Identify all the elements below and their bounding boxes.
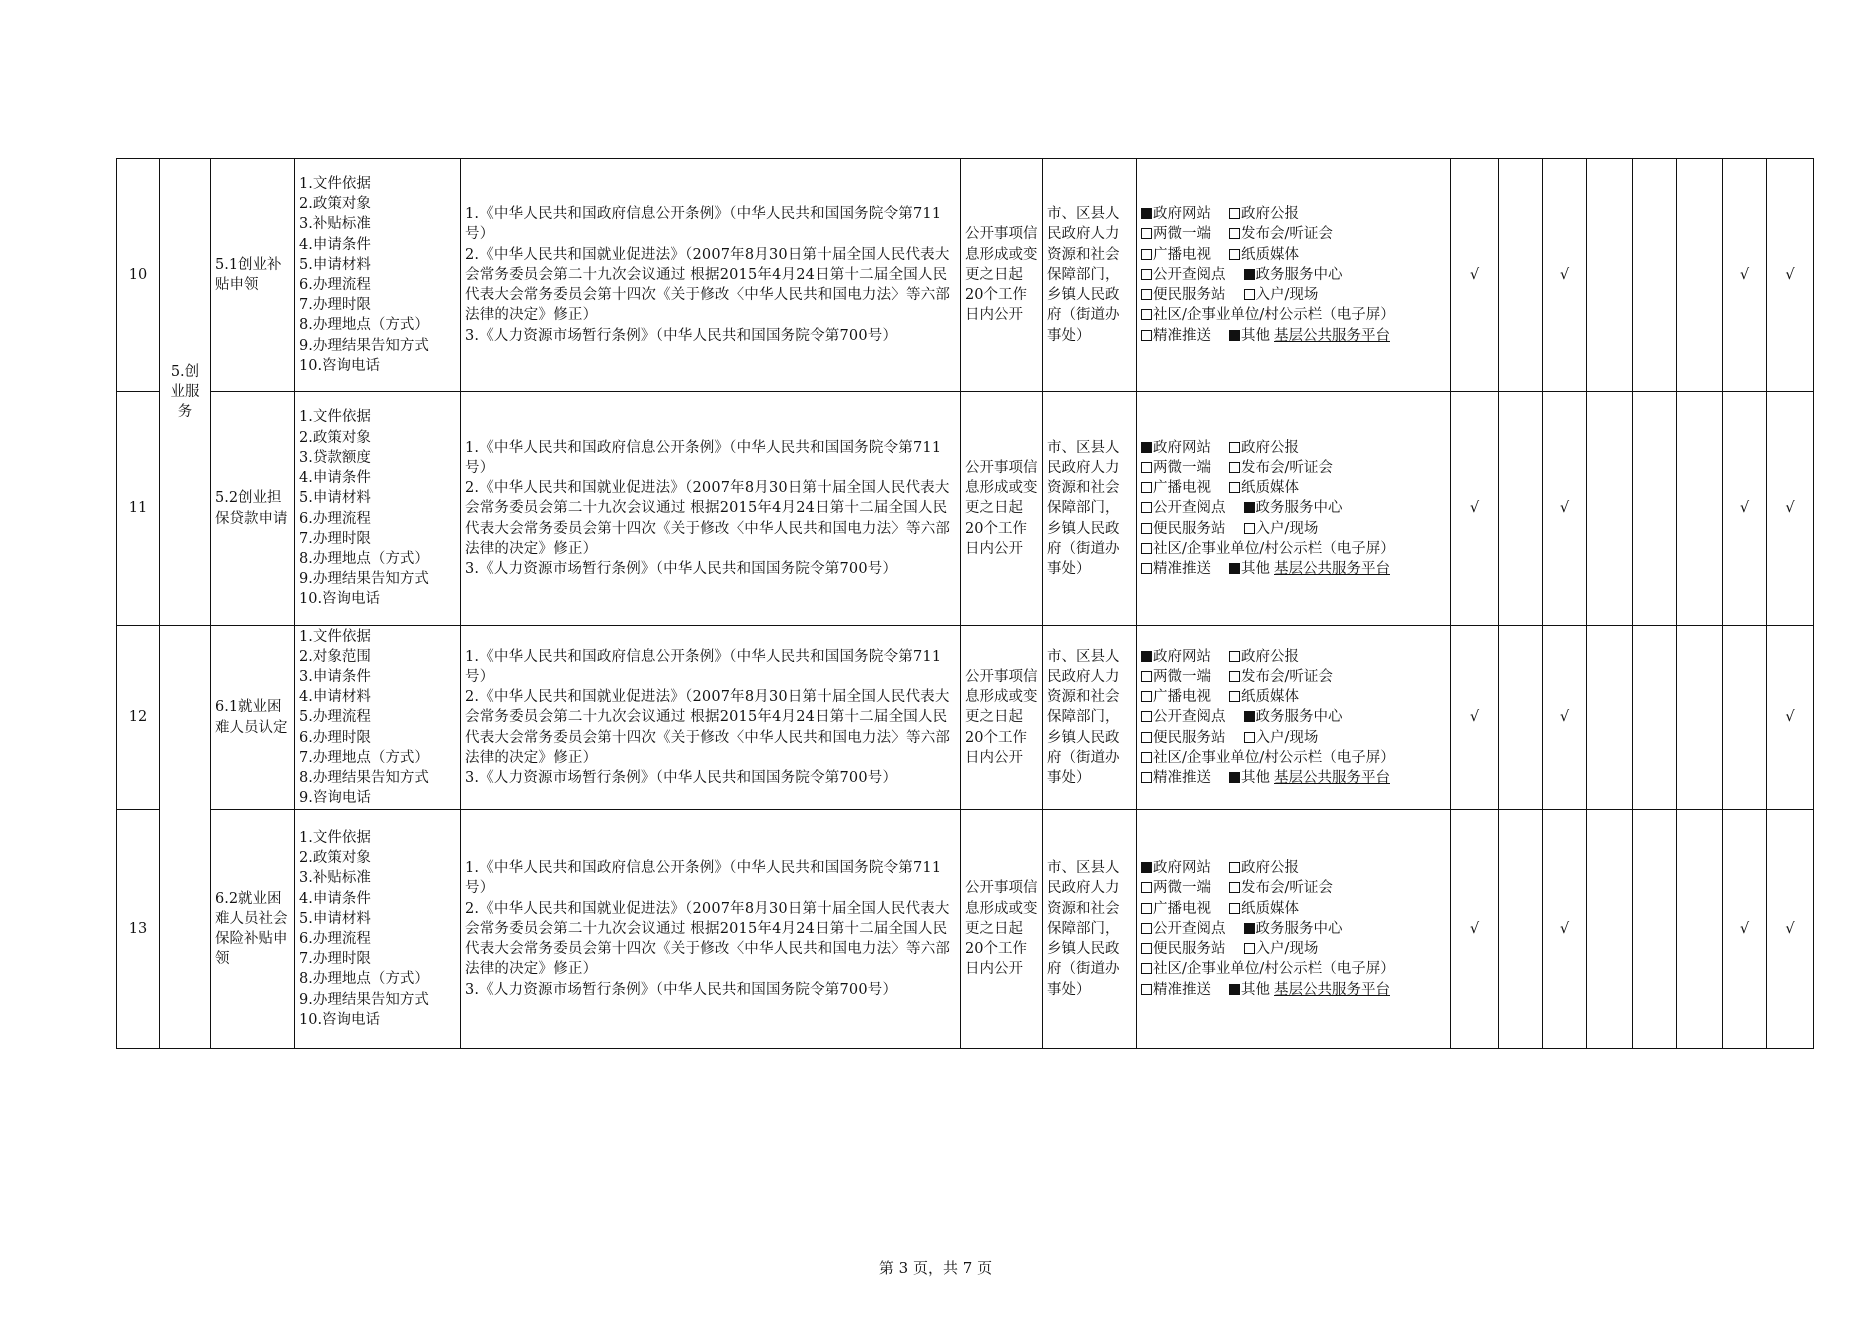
content-item: 6.办理流程 <box>299 510 371 527</box>
legal-basis <box>461 810 961 1049</box>
check-mark <box>1587 392 1633 626</box>
unchecked-box-icon <box>1141 309 1152 320</box>
channel-label-rhxc: 入户/现场 <box>1255 287 1319 304</box>
table-row <box>117 159 1814 392</box>
checked-box-icon <box>1141 442 1152 453</box>
channel-label-gkcyd: 公开查阅点 <box>1153 920 1226 937</box>
content-item: 9.办理结果告知方式 <box>299 571 429 588</box>
content-item: 4.申请条件 <box>299 470 371 487</box>
unchecked-box-icon <box>1141 691 1152 702</box>
legal-basis <box>461 392 961 626</box>
row-number: 13 <box>117 810 160 1049</box>
content-item: 10.咨询电话 <box>299 357 381 374</box>
unchecked-box-icon <box>1229 482 1240 493</box>
checked-box-icon <box>1141 651 1152 662</box>
channel-label-gbds: 广播电视 <box>1153 246 1211 263</box>
basis-item: 3.《人力资源市场暂行条例》（中华人民共和国国务院令第700号） <box>465 327 898 344</box>
checked-box-icon <box>1141 862 1152 873</box>
disclosure-channels <box>1137 810 1451 1049</box>
unchecked-box-icon <box>1141 228 1152 239</box>
content-item: 6.办理流程 <box>299 277 371 293</box>
basis-item: 2.《中华人民共和国就业促进法》（2007年8月30日第十届全国人民代表大会常务委员会第二十九次会议通过 根据2015年4月24日第十二届全国人民代表大会常务委员会第十四次《关于修改〈中华人民共和国电力法〉等六部法律的决定》修正） <box>465 900 951 978</box>
content-item: 5.申请材料 <box>299 910 371 927</box>
content-item: 3.贷款额度 <box>299 449 371 466</box>
content-item: 1.文件依据 <box>299 409 371 426</box>
basis-item: 3.《人力资源市场暂行条例》（中华人民共和国国务院令第700号） <box>465 561 898 577</box>
unchecked-box-icon <box>1141 563 1152 574</box>
basis-item: 1.《中华人民共和国政府信息公开条例》（中华人民共和国国务院令第711号） <box>465 648 942 685</box>
basis-item: 2.《中华人民共和国就业促进法》（2007年8月30日第十届全国人民代表大会常务委员会第二十九次会议通过 根据2015年4月24日第十二届全国人民代表大会常务委员会第十四次《关于修改〈中华人民共和国电力法〉等六部法律的决定》修正） <box>465 689 951 766</box>
table-row <box>117 810 1814 1049</box>
content-item: 7.办理时限 <box>299 530 371 547</box>
channel-label-gkcyd: 公开查阅点 <box>1153 266 1226 283</box>
disclosure-subject: 市、区县人民政府人力资源和社会保障部门，乡镇人民政府（街道办事处） <box>1043 626 1137 810</box>
basis-item: 2.《中华人民共和国就业促进法》（2007年8月30日第十届全国人民代表大会常务委员会第二十九次会议通过 根据2015年4月24日第十二届全国人民代表大会常务委员会第十四次《关于修改〈中华人民共和国电力法〉等六部法律的决定》修正） <box>465 480 951 557</box>
channel-label-lwyd: 两微一端 <box>1153 459 1211 476</box>
unchecked-box-icon <box>1141 923 1152 934</box>
channel-label-qt: 其他 <box>1241 561 1270 577</box>
checked-box-icon <box>1244 923 1255 934</box>
content-item: 7.办理时限 <box>299 297 371 314</box>
content-item: 2.政策对象 <box>299 429 371 446</box>
content-item: 8.办理结果告知方式 <box>299 770 429 786</box>
content-item: 1.文件依据 <box>299 829 371 846</box>
unchecked-box-icon <box>1229 208 1240 219</box>
unchecked-box-icon <box>1141 523 1152 534</box>
content-list <box>295 392 461 626</box>
channel-label-gkcyd: 公开查阅点 <box>1153 709 1226 726</box>
content-item: 7.办理地点（方式） <box>299 749 429 766</box>
channel-label-bmfwz: 便民服务站 <box>1153 729 1226 746</box>
channel-label-fbh: 发布会/听证会 <box>1241 226 1333 243</box>
basis-item: 3.《人力资源市场暂行条例》（中华人民共和国国务院令第700号） <box>465 981 898 998</box>
disclosure-subject: 市、区县人民政府人力资源和社会保障部门，乡镇人民政府（街道办事处） <box>1043 810 1137 1049</box>
channel-label-zwfwzx: 政务服务中心 <box>1255 500 1343 517</box>
channel-label-lwyd: 两微一端 <box>1153 668 1211 685</box>
item-name: 6.2就业困难人员社会保险补贴申领 <box>211 810 295 1049</box>
channel-label-rhxc: 入户/现场 <box>1255 520 1319 537</box>
check-mark <box>1499 159 1543 392</box>
unchecked-box-icon <box>1141 772 1152 783</box>
unchecked-box-icon <box>1141 671 1152 682</box>
channel-label-sq: 社区/企事业单位/村公示栏（电子屏） <box>1153 307 1395 324</box>
unchecked-box-icon <box>1229 862 1240 873</box>
content-list <box>295 626 461 810</box>
unchecked-box-icon <box>1141 963 1152 974</box>
check-mark <box>1587 626 1633 810</box>
channel-label-zfwz: 政府网站 <box>1153 860 1211 877</box>
channel-label-zfgb: 政府公报 <box>1241 648 1299 665</box>
channel-label-qt: 其他 <box>1241 770 1270 786</box>
channel-label-zzmt: 纸质媒体 <box>1241 480 1299 497</box>
check-mark: √ <box>1767 159 1814 392</box>
check-mark: √ <box>1451 810 1499 1049</box>
unchecked-box-icon <box>1141 249 1152 260</box>
check-mark <box>1499 626 1543 810</box>
content-item: 6.办理流程 <box>299 931 371 947</box>
check-mark: √ <box>1767 626 1814 810</box>
checked-box-icon <box>1244 269 1255 280</box>
channel-label-fbh: 发布会/听证会 <box>1241 668 1333 685</box>
unchecked-box-icon <box>1244 289 1255 300</box>
channel-label-rhxc: 入户/现场 <box>1255 941 1319 958</box>
check-mark <box>1587 159 1633 392</box>
check-mark: √ <box>1723 159 1767 392</box>
unchecked-box-icon <box>1141 482 1152 493</box>
check-mark <box>1499 810 1543 1049</box>
content-item: 8.办理地点（方式） <box>299 317 429 334</box>
check-mark <box>1677 392 1723 626</box>
content-item: 8.办理地点（方式） <box>299 550 429 567</box>
table-row <box>117 392 1814 626</box>
item-name: 6.1就业困难人员认定 <box>211 626 295 810</box>
channel-label-gkcyd: 公开查阅点 <box>1153 500 1226 517</box>
content-item: 6.办理时限 <box>299 729 371 746</box>
content-list <box>295 810 461 1049</box>
channel-label-bmfwz: 便民服务站 <box>1153 520 1226 537</box>
content-item: 9.办理结果告知方式 <box>299 991 429 1008</box>
check-mark <box>1723 626 1767 810</box>
channel-label-zzmt: 纸质媒体 <box>1241 689 1299 706</box>
check-mark: √ <box>1767 392 1814 626</box>
unchecked-box-icon <box>1141 502 1152 513</box>
channel-label-jzts: 精准推送 <box>1153 981 1211 998</box>
channel-label-sq: 社区/企事业单位/村公示栏（电子屏） <box>1153 961 1395 978</box>
check-mark: √ <box>1723 810 1767 1049</box>
channel-label-zwfwzx: 政务服务中心 <box>1255 920 1343 937</box>
checked-box-icon <box>1229 330 1240 341</box>
content-item: 2.政策对象 <box>299 196 371 213</box>
item-name: 5.2创业担保贷款申请 <box>211 392 295 626</box>
content-item: 5.申请材料 <box>299 256 371 273</box>
category-cell: 5.创业服务 <box>160 159 211 626</box>
content-item: 10.咨询电话 <box>299 591 381 608</box>
unchecked-box-icon <box>1141 943 1152 954</box>
check-mark: √ <box>1543 392 1587 626</box>
channel-label-zfgb: 政府公报 <box>1241 860 1299 877</box>
page-footer: 第 3 页，共 7 页 <box>878 1259 993 1277</box>
legal-basis <box>461 626 961 810</box>
channel-label-bmfwz: 便民服务站 <box>1153 287 1226 304</box>
table-row <box>117 626 1814 810</box>
channel-label-gbds: 广播电视 <box>1153 689 1211 706</box>
channel-label-zfwz: 政府网站 <box>1153 648 1211 665</box>
disclosure-table <box>116 158 1814 1049</box>
basis-item: 3.《人力资源市场暂行条例》（中华人民共和国国务院令第700号） <box>465 770 898 786</box>
content-item: 3.补贴标准 <box>299 216 371 233</box>
unchecked-box-icon <box>1229 249 1240 260</box>
item-name: 5.1创业补贴申领 <box>211 159 295 392</box>
channel-label-fbh: 发布会/听证会 <box>1241 880 1333 897</box>
unchecked-box-icon <box>1141 330 1152 341</box>
channel-label-jzts: 精准推送 <box>1153 561 1211 577</box>
unchecked-box-icon <box>1141 732 1152 743</box>
unchecked-box-icon <box>1229 903 1240 914</box>
check-mark <box>1633 159 1677 392</box>
channel-other-value: 基层公共服务平台 <box>1274 561 1390 577</box>
unchecked-box-icon <box>1141 882 1152 893</box>
check-mark: √ <box>1723 392 1767 626</box>
checked-box-icon <box>1244 502 1255 513</box>
content-item: 1.文件依据 <box>299 175 371 192</box>
checked-box-icon <box>1244 711 1255 722</box>
check-mark: √ <box>1543 626 1587 810</box>
unchecked-box-icon <box>1229 462 1240 473</box>
channel-other-value: 基层公共服务平台 <box>1274 327 1390 344</box>
basis-item: 2.《中华人民共和国就业促进法》（2007年8月30日第十届全国人民代表大会常务委员会第二十九次会议通过 根据2015年4月24日第十二届全国人民代表大会常务委员会第十四次《关于修改〈中华人民共和国电力法〉等六部法律的决定》修正） <box>465 246 951 324</box>
content-item: 3.补贴标准 <box>299 870 371 887</box>
content-item: 5.办理流程 <box>299 709 371 726</box>
channel-label-fbh: 发布会/听证会 <box>1241 459 1333 476</box>
content-item: 4.申请条件 <box>299 236 371 253</box>
check-mark: √ <box>1451 626 1499 810</box>
check-mark <box>1633 626 1677 810</box>
basis-item: 1.《中华人民共和国政府信息公开条例》（中华人民共和国国务院令第711号） <box>465 439 942 476</box>
channel-label-lwyd: 两微一端 <box>1153 226 1211 243</box>
check-mark <box>1677 159 1723 392</box>
channel-label-zfwz: 政府网站 <box>1153 439 1211 456</box>
content-item: 4.申请材料 <box>299 689 371 706</box>
channel-label-sq: 社区/企事业单位/村公示栏（电子屏） <box>1153 749 1395 766</box>
content-item: 2.政策对象 <box>299 850 371 867</box>
check-mark <box>1633 810 1677 1049</box>
disclosure-time: 公开事项信息形成或变更之日起20个工作日内公开 <box>961 159 1043 392</box>
channel-label-qt: 其他 <box>1241 327 1270 344</box>
disclosure-time: 公开事项信息形成或变更之日起20个工作日内公开 <box>961 810 1043 1049</box>
check-mark <box>1587 810 1633 1049</box>
checked-box-icon <box>1229 772 1240 783</box>
row-number: 10 <box>117 159 160 392</box>
check-mark <box>1633 392 1677 626</box>
unchecked-box-icon <box>1141 903 1152 914</box>
channel-label-jzts: 精准推送 <box>1153 770 1211 786</box>
channel-label-zfwz: 政府网站 <box>1153 206 1211 223</box>
disclosure-channels <box>1137 626 1451 810</box>
check-mark: √ <box>1543 159 1587 392</box>
unchecked-box-icon <box>1229 691 1240 702</box>
channel-label-bmfwz: 便民服务站 <box>1153 941 1226 958</box>
unchecked-box-icon <box>1141 543 1152 554</box>
unchecked-box-icon <box>1141 269 1152 280</box>
check-mark <box>1677 626 1723 810</box>
content-item: 5.申请材料 <box>299 490 371 507</box>
unchecked-box-icon <box>1229 442 1240 453</box>
checked-box-icon <box>1229 984 1240 995</box>
check-mark <box>1499 392 1543 626</box>
disclosure-subject: 市、区县人民政府人力资源和社会保障部门，乡镇人民政府（街道办事处） <box>1043 392 1137 626</box>
channel-label-rhxc: 入户/现场 <box>1255 729 1319 746</box>
unchecked-box-icon <box>1244 732 1255 743</box>
channel-label-zzmt: 纸质媒体 <box>1241 246 1299 263</box>
disclosure-subject: 市、区县人民政府人力资源和社会保障部门，乡镇人民政府（街道办事处） <box>1043 159 1137 392</box>
check-mark: √ <box>1543 810 1587 1049</box>
channel-label-sq: 社区/企事业单位/村公示栏（电子屏） <box>1153 540 1395 557</box>
check-mark: √ <box>1767 810 1814 1049</box>
channel-label-lwyd: 两微一端 <box>1153 880 1211 897</box>
channel-label-gbds: 广播电视 <box>1153 900 1211 917</box>
legal-basis <box>461 159 961 392</box>
content-item: 4.申请条件 <box>299 890 371 907</box>
check-mark: √ <box>1451 392 1499 626</box>
checked-box-icon <box>1229 563 1240 574</box>
channel-label-zfgb: 政府公报 <box>1241 206 1299 223</box>
channel-other-value: 基层公共服务平台 <box>1274 770 1390 786</box>
channel-other-value: 基层公共服务平台 <box>1274 981 1390 998</box>
content-item: 2.对象范围 <box>299 648 371 665</box>
content-item: 9.咨询电话 <box>299 790 371 807</box>
content-item: 9.办理结果告知方式 <box>299 337 429 354</box>
unchecked-box-icon <box>1229 671 1240 682</box>
channel-label-zwfwzx: 政务服务中心 <box>1255 709 1343 726</box>
content-item: 8.办理地点（方式） <box>299 971 429 988</box>
channel-label-qt: 其他 <box>1241 981 1270 998</box>
channel-label-jzts: 精准推送 <box>1153 327 1211 344</box>
unchecked-box-icon <box>1141 984 1152 995</box>
row-number: 12 <box>117 626 160 810</box>
checked-box-icon <box>1141 208 1152 219</box>
unchecked-box-icon <box>1141 462 1152 473</box>
category-cell <box>160 626 211 1049</box>
disclosure-time: 公开事项信息形成或变更之日起20个工作日内公开 <box>961 626 1043 810</box>
unchecked-box-icon <box>1229 228 1240 239</box>
unchecked-box-icon <box>1229 882 1240 893</box>
content-list <box>295 159 461 392</box>
unchecked-box-icon <box>1244 523 1255 534</box>
disclosure-channels <box>1137 159 1451 392</box>
channel-label-zzmt: 纸质媒体 <box>1241 900 1299 917</box>
basis-item: 1.《中华人民共和国政府信息公开条例》（中华人民共和国国务院令第711号） <box>465 206 942 243</box>
content-item: 3.申请条件 <box>299 668 371 685</box>
basis-item: 1.《中华人民共和国政府信息公开条例》（中华人民共和国国务院令第711号） <box>465 860 942 897</box>
check-mark <box>1677 810 1723 1049</box>
disclosure-channels <box>1137 392 1451 626</box>
content-item: 10.咨询电话 <box>299 1011 381 1028</box>
channel-label-zfgb: 政府公报 <box>1241 439 1299 456</box>
unchecked-box-icon <box>1141 711 1152 722</box>
unchecked-box-icon <box>1141 289 1152 300</box>
content-item: 1.文件依据 <box>299 628 371 645</box>
row-number: 11 <box>117 392 160 626</box>
channel-label-gbds: 广播电视 <box>1153 480 1211 497</box>
unchecked-box-icon <box>1141 752 1152 763</box>
unchecked-box-icon <box>1229 651 1240 662</box>
disclosure-time: 公开事项信息形成或变更之日起20个工作日内公开 <box>961 392 1043 626</box>
content-item: 7.办理时限 <box>299 951 371 968</box>
channel-label-zwfwzx: 政务服务中心 <box>1255 266 1343 283</box>
check-mark: √ <box>1451 159 1499 392</box>
unchecked-box-icon <box>1244 943 1255 954</box>
